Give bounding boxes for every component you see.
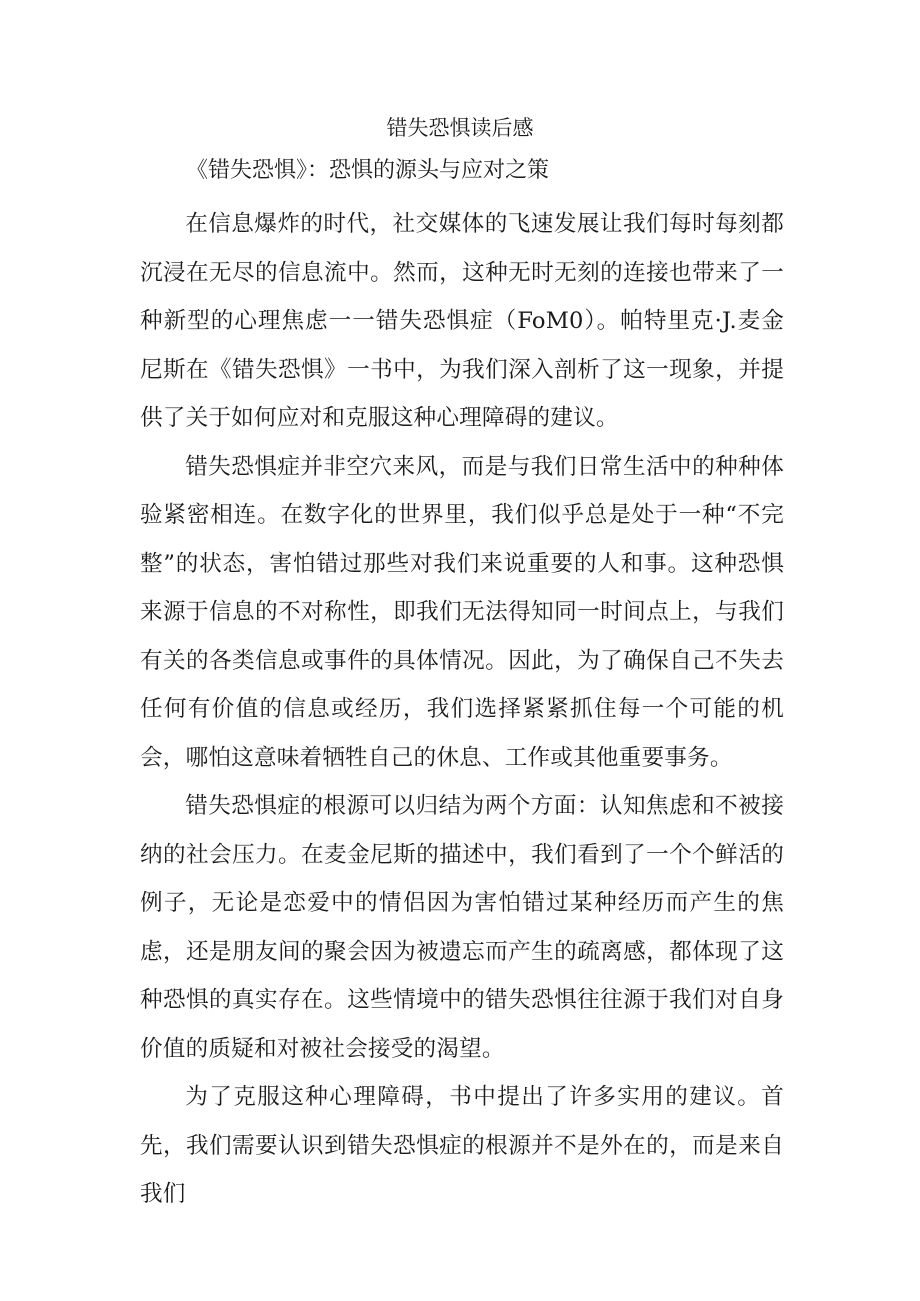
document-body [140, 200, 784, 1219]
paragraph-experience: 错失恐惧症并非空穴来风，而是与我们日常生活中的种种体验紧密相连。在数字化的世界里，我们似乎总是处于一种“不完整”的状态，害怕错过那些对我们来说重要的人和事。这种恐惧来源于信息的不对称性，即我们无法得知同一时间点上，与我们有关的各类信息或事件的具体情况。因此，为了确保自己不失去任何有价值的信息或经历，我们选择紧紧抓住每一个可能的机会，哪怕这意味着牺牲自己的休息、工作或其他重要事务。 [140, 453, 784, 771]
paragraph-advice: 为了克服这种心理障碍，书中提出了许多实用的建议。首先，我们需要认识到错失恐惧症的根源并不是外在的，而是来自我们 [140, 1084, 784, 1207]
document-subtitle: 《错失恐惧》：恐惧的源头与应对之策 [186, 158, 550, 183]
document-title: 错失恐惧读后感 [386, 116, 534, 140]
paragraph-intro: 在信息爆炸的时代，社交媒体的飞速发展让我们每时每刻都沉浸在无尽的信息流中。然而，这种无时无刻的连接也带来了一种新型的心理焦虑一一错失恐惧症（FoM0）。帕特里克·J.麦金尼斯在《错失恐惧》一书中，为我们深入剖析了这一现象，并提供了关于如何应对和克服这种心理障碍的建议。 [140, 211, 784, 431]
paragraph-roots: 错失恐惧症的根源可以归结为两个方面：认知焦虑和不被接纳的社会压力。在麦金尼斯的描述中，我们看到了一个个鲜活的例子，无论是恋爱中的情侣因为害怕错过某种经历而产生的焦虑，还是朋友间的聚会因为被遗忘而产生的疏离感，都体现了这种恐惧的真实存在。这些情境中的错失恐惧往往源于我们对自身价值的质疑和对被社会接受的渴望。 [140, 793, 784, 1062]
